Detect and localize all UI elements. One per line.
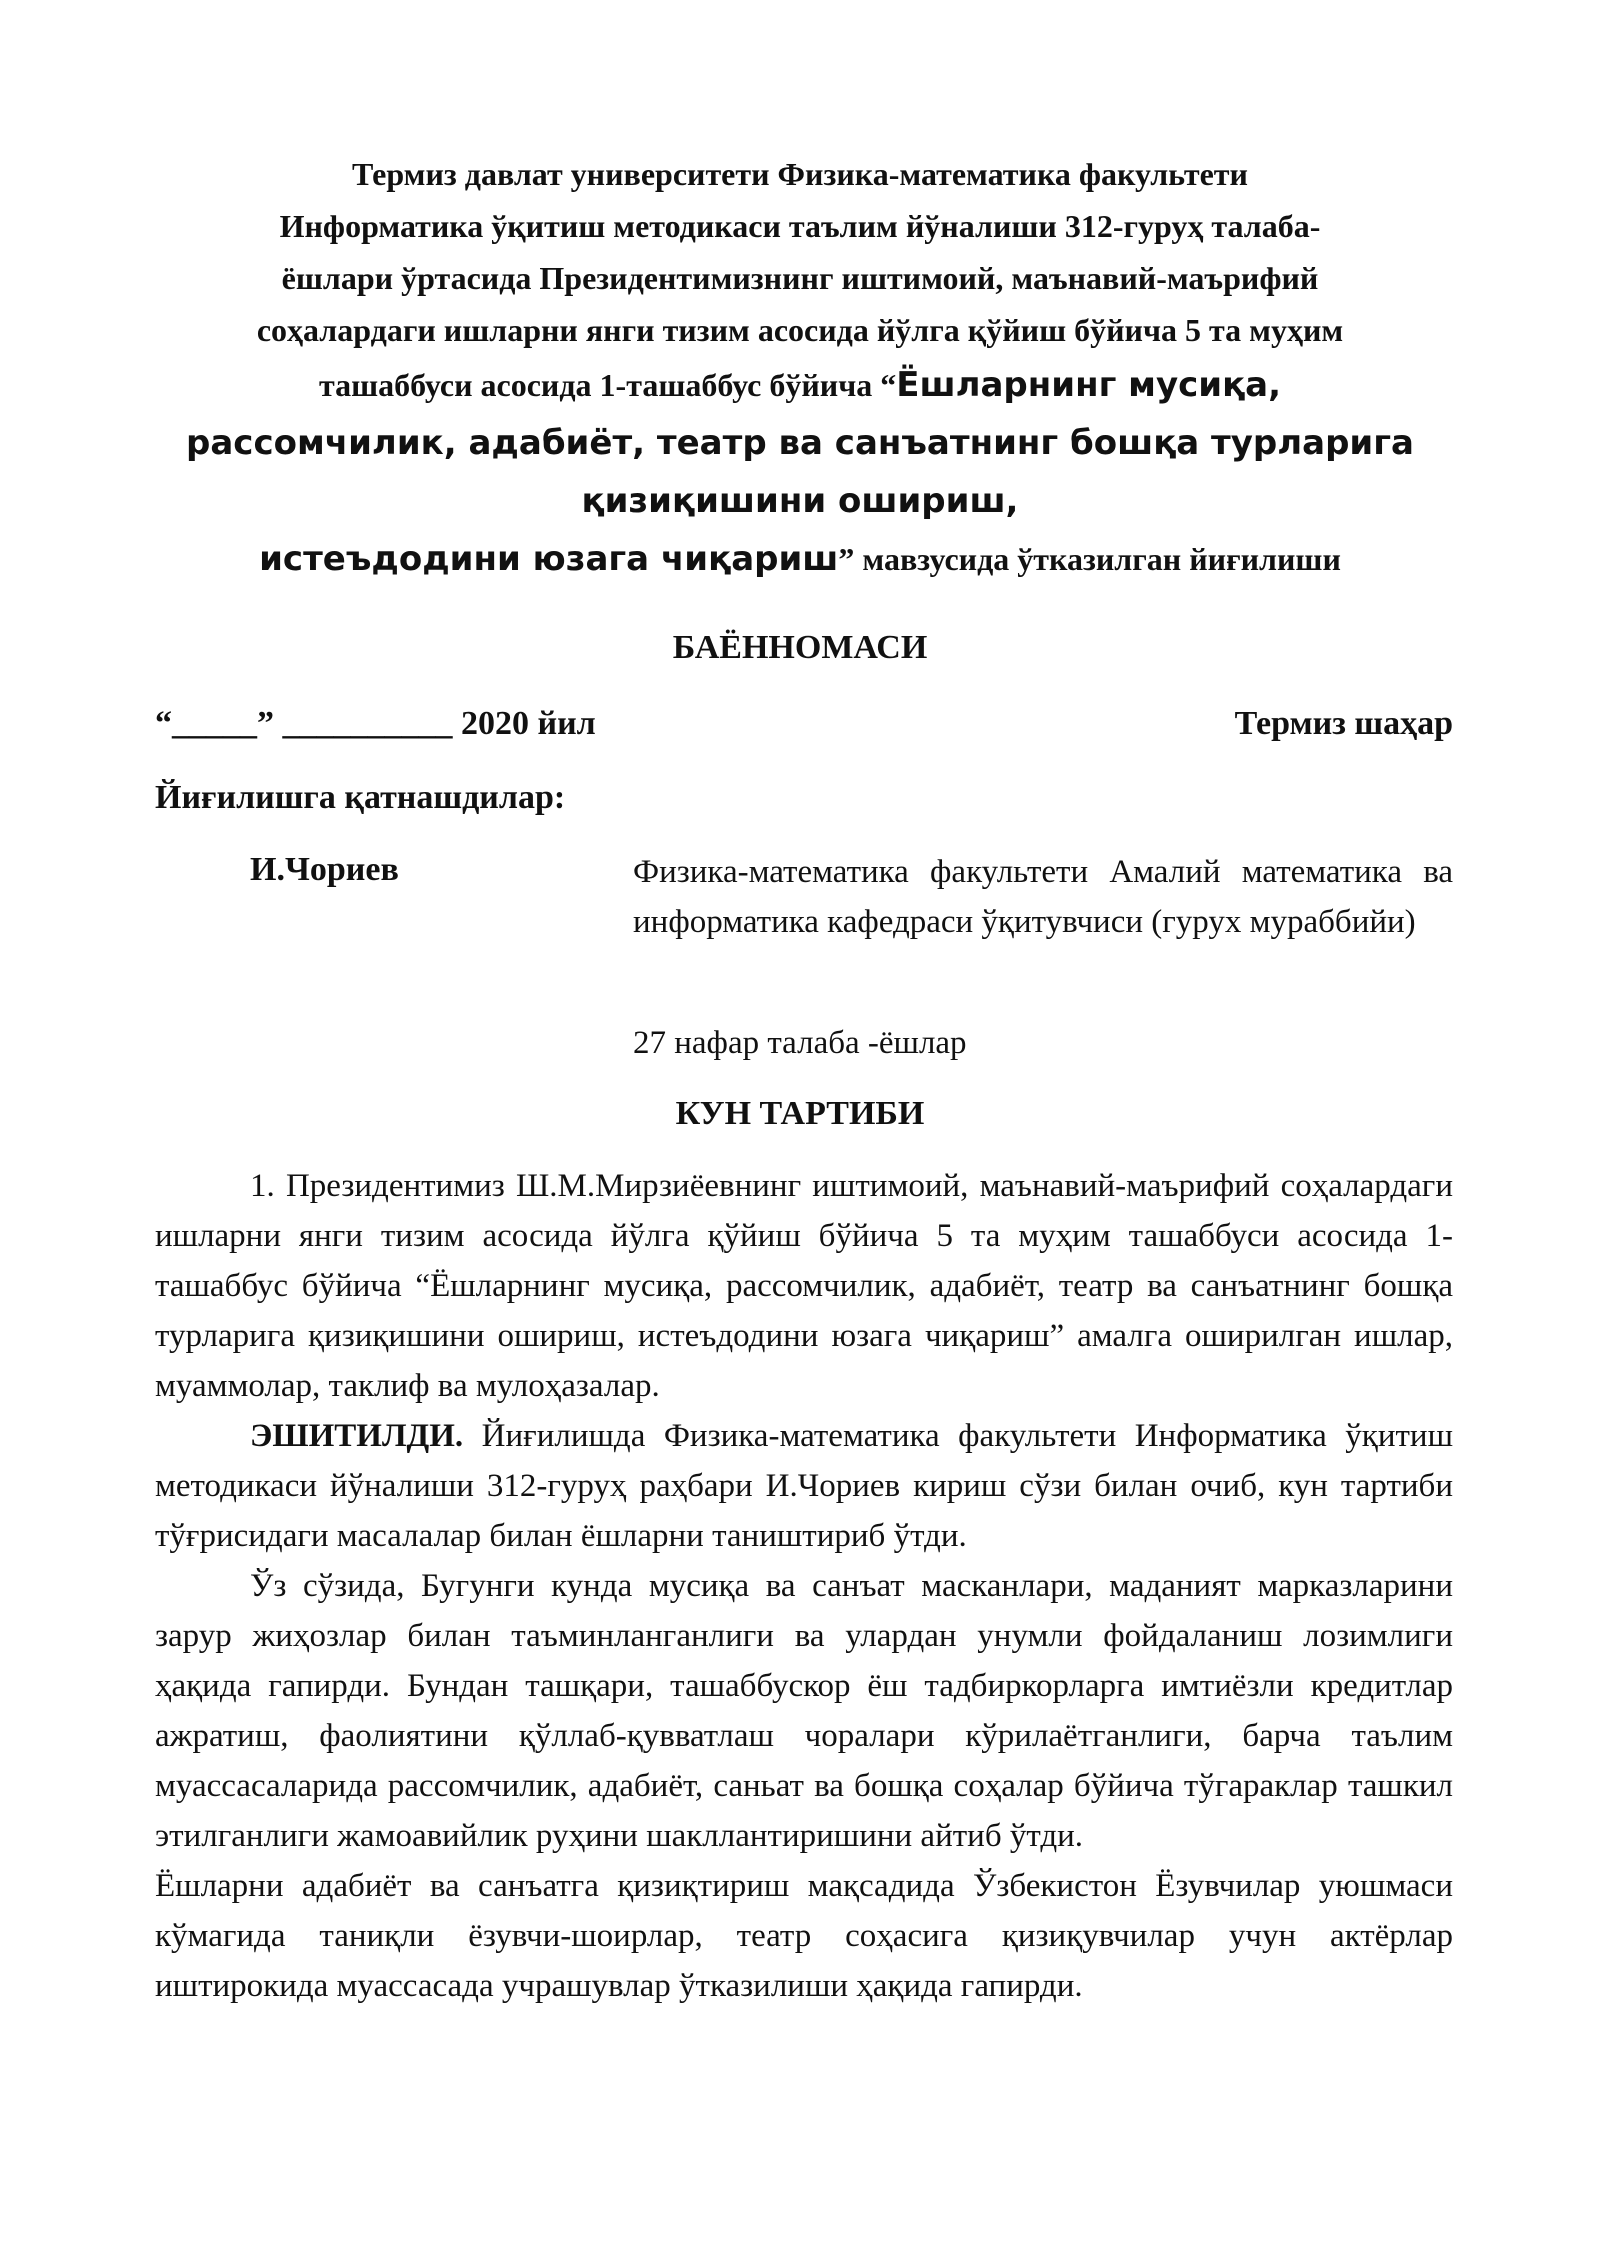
document-heading [150,148,1450,588]
heading-line [150,356,1450,414]
heading-topic-text: Ёшларнинг мусиқа, [896,365,1282,405]
city-name: Термиз шаҳар [1234,705,1453,742]
agenda-item: 1. Президентимиз Ш.М.Мирзиёевнинг иштимоий, маънавий-маърифий соҳалардаги ишларни янги тизим асосида йўлга қўйиш бўйича 5 та муҳим ташаббуси асосида 1-ташаббус бўйича “Ёшларнинг мусиқа, рассомчилик, адабиёт, театр ва санъатнинг бошқа турларига қизиқишини ошириш, истеъдодини юзага чиқариш” амалга оширилган ишлар, муаммолар, таклиф ва мулоҳазалар. [155,1168,1453,1404]
heading-topic-text: истеъдодини юзага чиқариш [259,539,839,579]
heading-line: Термиз давлат университети Физика-математика факультети [352,156,1248,192]
heading-topic-line: қизиқишини ошириш, [581,481,1019,521]
participants-title: Йиғилишга қатнашдилар: [155,779,566,816]
document-body [155,1161,1453,2011]
date-line [155,702,1453,746]
speech-paragraph: Ўз сўзида, Бугунги кунда мусиқа ва санъат масканлари, маданият марказларини зарур жиҳозлар билан таъминланганлиги ва улардан унумли фойдаланиш лозимлиги ҳақида гапирди. Бундан ташқари, ташаббускор ёш тадбиркорларга имтиёзли кредитлар ажратиш, фаолиятини қўллаб-қувватлаш чоралари кўрилаётганлиги, барча таълим муассасаларида рассомчилик, адабиёт, саньат ва бошқа соҳалар бўйича тўгараклар ташкил этилганлиги жамоавийлик руҳини шакллантиришини айтиб ўтди. [155,1568,1453,1854]
heard-label: ЭШИТИЛДИ. [250,1418,464,1454]
date-field: “_____” __________ 2020 йил [155,705,596,742]
heading-line-text: ташаббуси асосида 1-ташаббус бўйича “ [318,367,897,403]
heading-line: ёшлари ўртасида Президентимизнинг иштимоий, маънавий-маърифий [281,260,1319,296]
heard-paragraph [155,1411,1453,1561]
heading-tail-text: ” мавзусида ўтказилган йиғилиши [838,541,1341,577]
writers-paragraph: Ёшларни адабиёт ва санъатга қизиқтириш мақсадида Ўзбекистон Ёзувчилар уюшмаси кўмагида таниқли ёзувчи-шоирлар, театр соҳасига қизиқувчилар учун актёрлар иштирокида муассасада учрашувлар ўтказилиши ҳақида гапирди. [155,1868,1453,2004]
heading-line [150,530,1450,588]
heading-topic-line: рассомчилик, адабиёт, театр ва санъатнинг бошқа турларига [186,423,1414,463]
participant-name: И.Чориев [250,851,399,888]
agenda-title: КУН ТАРТИБИ [675,1095,925,1132]
heading-line: Информатика ўқитиш методикаси таълим йўналиши 312-гуруҳ талаба- [279,208,1321,244]
heading-line: соҳалардаги ишларни янги тизим асосида йўлга қўйиш бўйича 5 та муҳим [256,312,1344,348]
participant-role: Физика-математика факультети Амалий математика ва информатика кафедраси ўқитувчиси (гурух мураббийи) [633,854,1453,940]
students-count: 27 нафар талаба -ёшлар [633,1025,967,1061]
heard-text: Йиғилишда Физика-математика факультети Информатика ўқитиш методикаси йўналиши 312-гуруҳ раҳбари И.Чориев кириш сўзи билан очиб, кун тартиби тўғрисидаги масалалар билан ёшларни таништириб ўтди. [155,1418,1453,1554]
document-title: БАЁННОМАСИ [672,629,928,666]
